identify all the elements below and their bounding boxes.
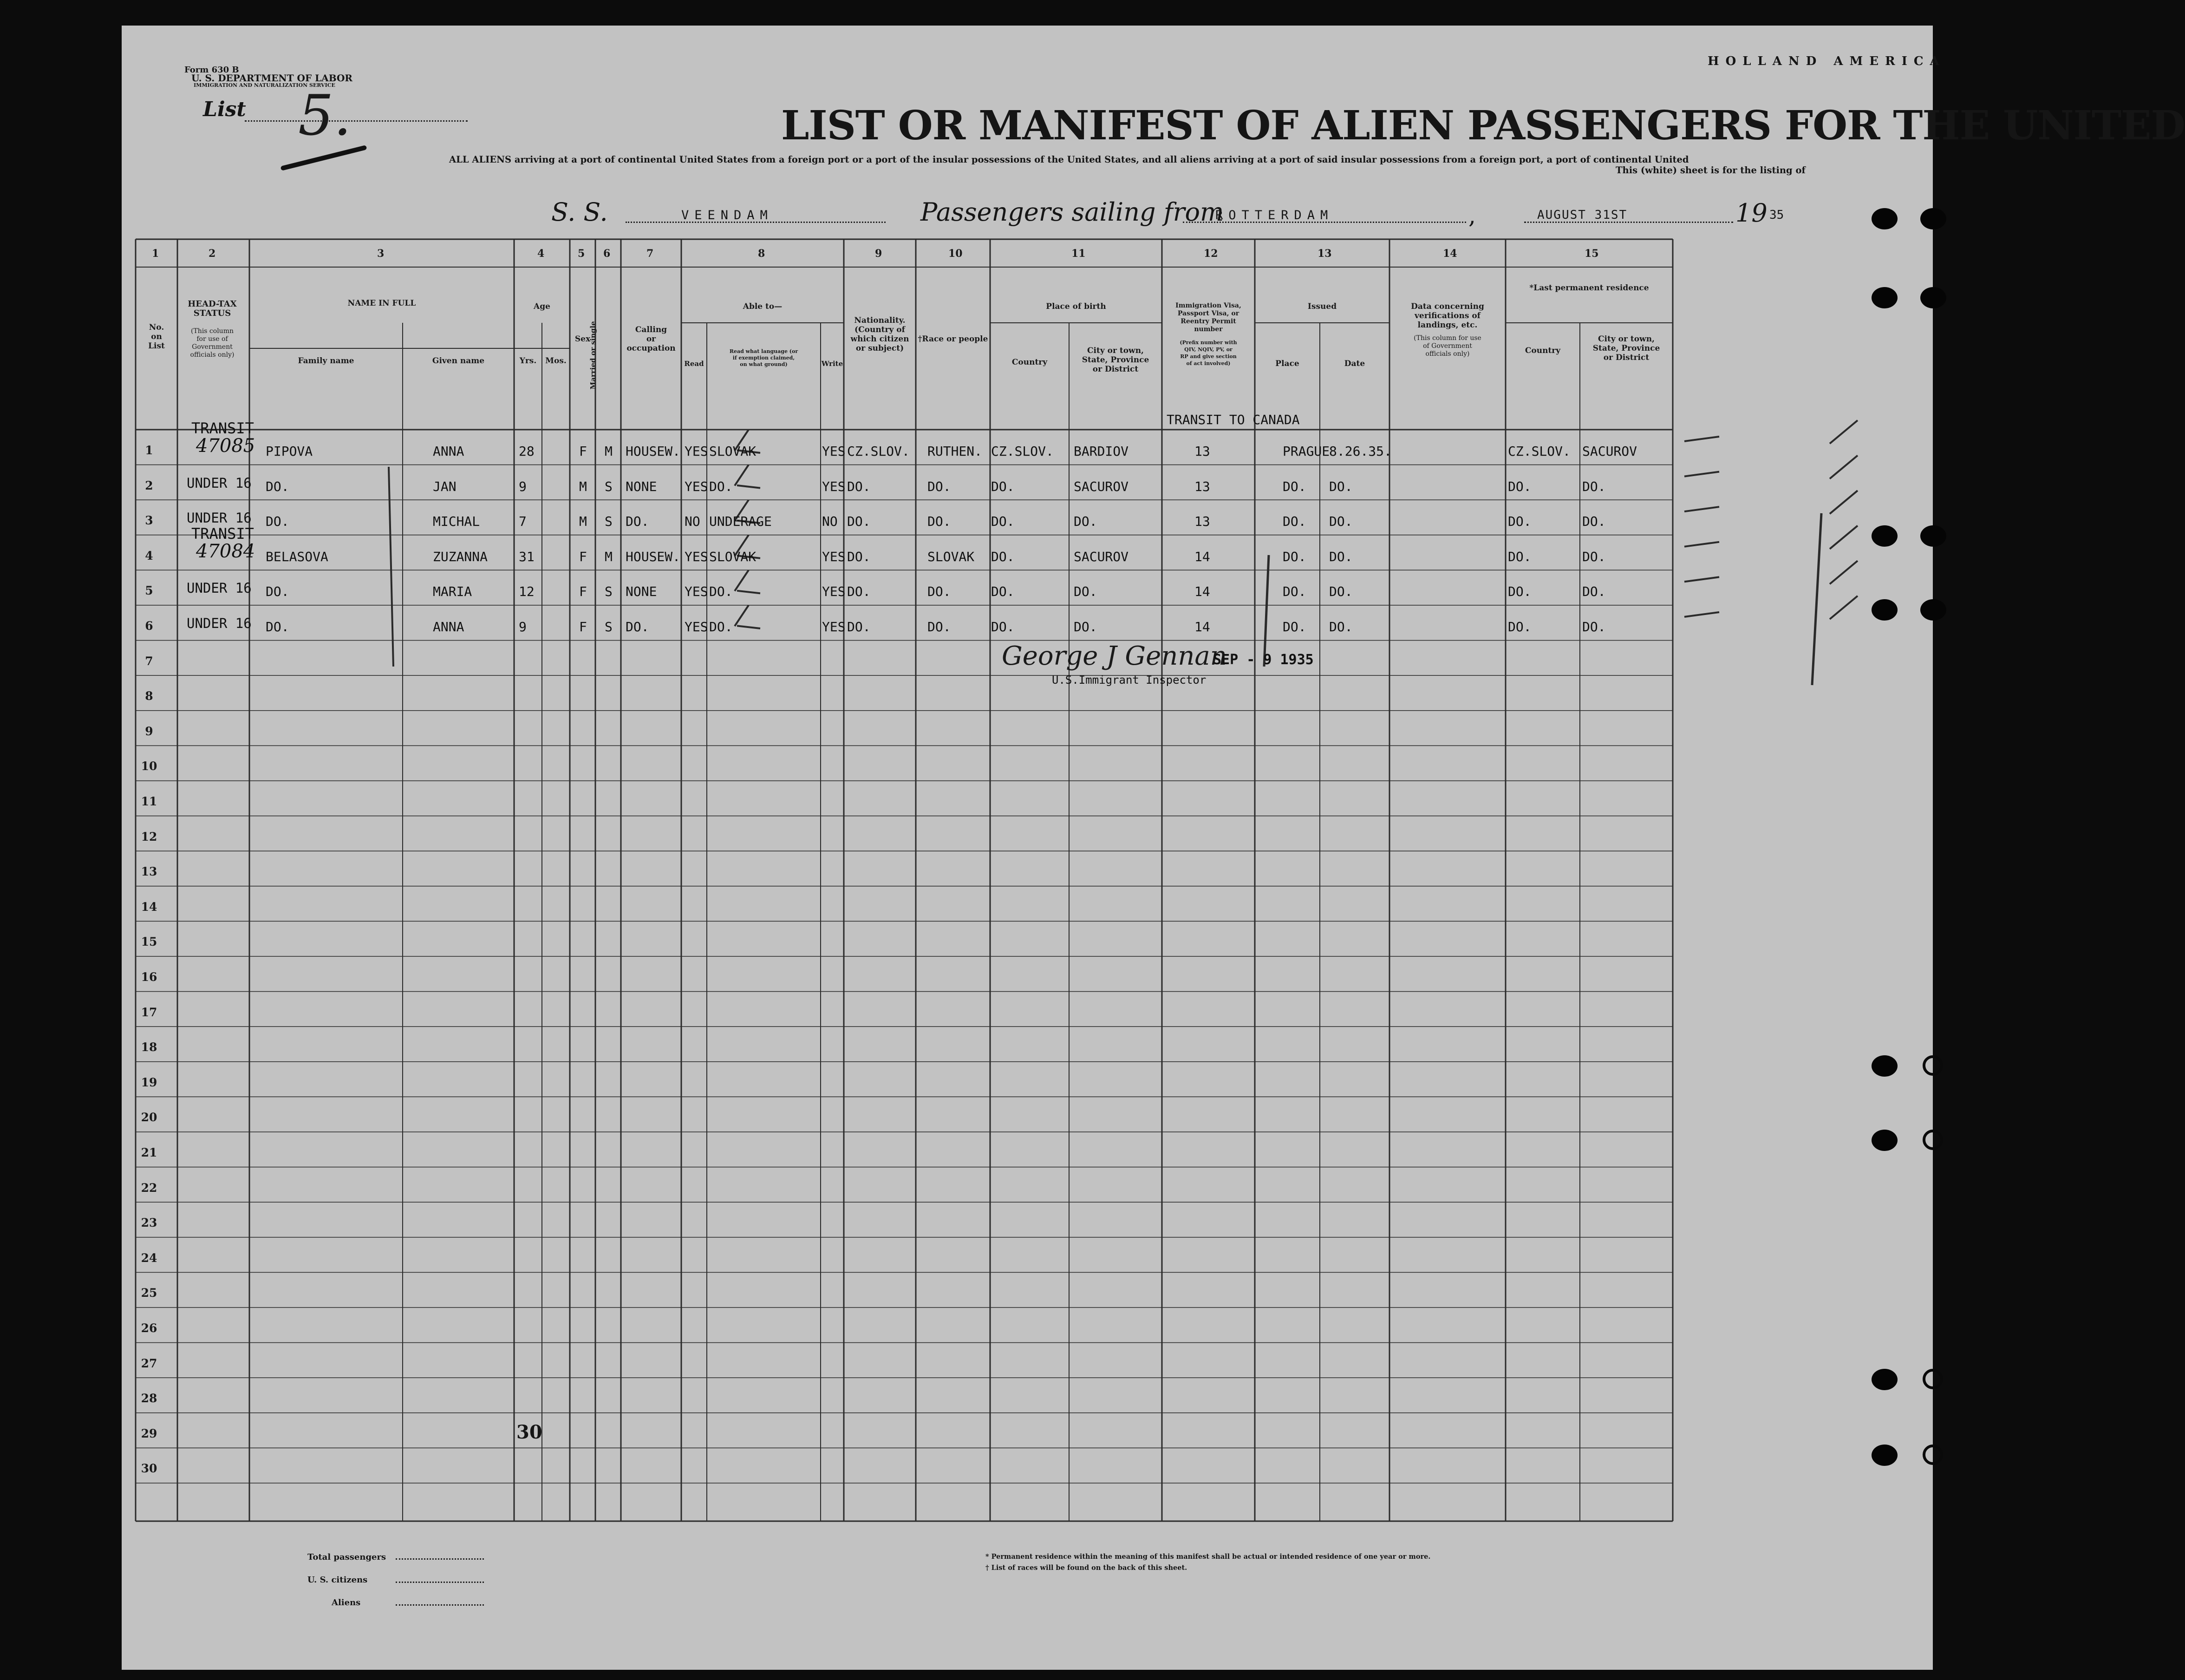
cell-issued-place: DO. <box>1283 584 1306 600</box>
punch-ring <box>1923 1130 1943 1150</box>
column-number: 11 <box>1071 248 1086 260</box>
column-number: 4 <box>537 248 545 260</box>
cell-issued-place: DO. <box>1283 514 1306 529</box>
cell-issued-place: DO. <box>1283 619 1306 634</box>
list-number-handwritten: 5. <box>298 84 352 148</box>
cell-married: S <box>605 478 613 494</box>
port-name: ROTTERDAM <box>1215 208 1334 222</box>
residence-tick-mark <box>1830 420 1858 444</box>
punch-hole <box>1872 599 1898 621</box>
landing-tick-mark <box>1684 472 1719 477</box>
cell-res-country: DO. <box>1508 549 1532 564</box>
cell-issued-date: DO. <box>1329 619 1353 634</box>
cell-given: ANNA <box>433 444 464 459</box>
header-calling: Calling or occupation <box>626 325 676 353</box>
row-number: 14 <box>141 900 157 914</box>
cell-yrs: 7 <box>519 514 527 529</box>
cell-language: DO. <box>709 619 733 634</box>
column-number: 1 <box>152 248 159 260</box>
cell-occupation: NONE <box>626 478 657 494</box>
column-number: 3 <box>377 248 385 260</box>
cell-birth-country: DO. <box>991 584 1015 600</box>
row-number: 1 <box>145 444 153 457</box>
row-number: 8 <box>145 689 153 703</box>
yrs-slash-mark <box>735 465 749 486</box>
cell-language: DO. <box>709 478 733 494</box>
cell-nationality: DO. <box>847 549 871 564</box>
header-landings-note: (This column for use of Government officials only) <box>1414 334 1481 358</box>
cell-visa: 14 <box>1194 584 1210 600</box>
manifest-subtitle-line2: This (white) sheet is for the listing of <box>1616 165 1806 176</box>
head-tax-number: 47084 <box>196 540 255 562</box>
header-issued-place: Place <box>1275 359 1299 368</box>
cell-issued-place: PRAGUE <box>1283 444 1330 459</box>
cell-issued-date: DO. <box>1329 514 1353 529</box>
cell-sex: F <box>579 549 587 564</box>
cell-write: YES <box>822 584 846 600</box>
column-number: 2 <box>209 248 216 260</box>
sailing-date: AUGUST 31ST <box>1537 208 1628 222</box>
footer-total-passengers: Total passengers <box>307 1552 386 1562</box>
punch-hole <box>1920 599 1946 621</box>
header-yrs: Yrs. <box>519 356 537 366</box>
cell-race: RUTHEN. <box>927 444 983 459</box>
residence-tick-mark <box>1830 456 1858 479</box>
cell-res-city: DO. <box>1582 549 1606 564</box>
landing-tick-mark <box>1684 577 1719 582</box>
row-number: 22 <box>141 1181 157 1195</box>
column-number: 8 <box>758 248 765 260</box>
cell-occupation: HOUSEW. <box>626 549 681 564</box>
row-number: 29 <box>141 1426 157 1440</box>
inspector-title: U.S.Immigrant Inspector <box>1052 673 1207 686</box>
cell-issued-date: DO. <box>1329 478 1353 494</box>
cell-given: MARIA <box>433 584 472 600</box>
footer-aliens-line <box>396 1604 484 1606</box>
header-last-residence: *Last permanent residence <box>1529 283 1649 293</box>
cell-birth-city: DO. <box>1074 514 1097 529</box>
punch-hole <box>1872 1055 1898 1077</box>
cell-read: YES <box>685 619 708 634</box>
cell-visa: 14 <box>1194 619 1210 634</box>
cell-read: YES <box>685 584 708 600</box>
cell-res-country: DO. <box>1508 478 1532 494</box>
cell-occupation: DO. <box>626 619 649 634</box>
cell-sex: F <box>579 619 587 634</box>
footer-aliens: Aliens <box>332 1598 361 1608</box>
cell-married: M <box>605 549 613 564</box>
cell-occupation: DO. <box>626 514 649 529</box>
row-number: 24 <box>141 1251 157 1265</box>
form-number: Form 630 B <box>184 65 239 75</box>
cell-write: NO <box>822 514 838 529</box>
manifest-sheet <box>122 26 2185 1670</box>
cell-race: SLOVAK <box>927 549 975 564</box>
header-given-name: Given name <box>432 356 485 366</box>
row-number: 30 <box>141 1462 157 1476</box>
ship-name: VEENDAM <box>681 208 773 222</box>
cell-language: SLOVAK <box>709 549 757 564</box>
cell-write: YES <box>822 478 846 494</box>
punch-hole <box>1872 1445 1898 1466</box>
cell-birth-city: SACUROV <box>1074 549 1129 564</box>
head-tax-status: UNDER 16 <box>187 475 252 491</box>
cell-res-city: DO. <box>1582 619 1606 634</box>
column-number: 12 <box>1204 248 1218 260</box>
row-number: 27 <box>141 1356 157 1370</box>
row-number: 10 <box>141 759 157 773</box>
head-tax-status: TRANSIT <box>191 524 254 543</box>
age-tick-mark <box>737 591 760 594</box>
row-number: 25 <box>141 1286 157 1300</box>
cell-language: SLOVAK <box>709 444 757 459</box>
header-issued-date: Date <box>1344 359 1365 368</box>
cell-yrs: 28 <box>519 444 535 459</box>
cell-res-country: DO. <box>1508 584 1532 600</box>
header-res-city: City or town, State, Province or District <box>1592 334 1660 362</box>
cell-res-city: DO. <box>1582 514 1606 529</box>
header-race: †Race or people <box>918 334 988 344</box>
head-tax-number: 47085 <box>196 435 255 457</box>
punch-hole <box>1872 208 1898 229</box>
cell-race: DO. <box>927 584 951 600</box>
cell-occupation: HOUSEW. <box>626 444 681 459</box>
manifest-title: LIST OR MANIFEST OF ALIEN PASSENGERS FOR THE UNITED <box>781 102 2185 149</box>
cell-language: UNDERAGE <box>709 514 772 529</box>
cell-write: YES <box>822 619 846 634</box>
column-number: 10 <box>948 248 963 260</box>
row-number: 5 <box>145 584 153 598</box>
row-number: 4 <box>145 549 153 562</box>
residence-tick-mark <box>1830 596 1858 619</box>
cell-nationality: DO. <box>847 478 871 494</box>
landing-tick-mark <box>1684 437 1719 441</box>
row-number: 12 <box>141 830 157 843</box>
count-stamp: 30 <box>516 1421 542 1443</box>
row-number: 11 <box>141 795 157 808</box>
header-no-on-list: No. on List <box>148 323 165 351</box>
row-number: 28 <box>141 1392 157 1405</box>
footer-note-residence: * Permanent residence within the meaning of this manifest shall be actual or intended residence of one year or more. <box>985 1553 1431 1561</box>
footer-citizens-line <box>396 1582 484 1583</box>
cell-res-country: DO. <box>1508 514 1532 529</box>
cell-occupation: NONE <box>626 584 657 600</box>
cell-birth-city: DO. <box>1074 584 1097 600</box>
punch-hole <box>1872 1369 1898 1390</box>
cell-given: JAN <box>433 478 457 494</box>
cell-given: ZUZANNA <box>433 549 488 564</box>
header-able-to: Able to— <box>743 302 783 311</box>
punch-hole <box>1872 1130 1898 1151</box>
cell-race: DO. <box>927 514 951 529</box>
cell-family: BELASOVA <box>266 549 328 564</box>
punch-hole <box>1920 287 1946 308</box>
header-visa-note: (Prefix number with QIV, NQIV, PV, or RP and give section of act involved) <box>1180 340 1237 366</box>
header-birth-country: Country <box>1011 358 1048 367</box>
birth-bracket <box>1264 555 1269 667</box>
cell-yrs: 9 <box>519 478 527 494</box>
cell-birth-city: SACUROV <box>1074 478 1129 494</box>
header-res-country: Country <box>1525 346 1561 355</box>
cell-issued-date: DO. <box>1329 584 1353 600</box>
cell-sex: M <box>579 514 587 529</box>
year-suffix: 35 <box>1769 208 1784 222</box>
row-number: 2 <box>145 478 153 492</box>
comma-mark: , <box>1468 202 1476 229</box>
residence-bracket <box>1812 513 1821 685</box>
age-tick-mark <box>737 626 760 628</box>
row-number: 3 <box>145 514 153 528</box>
header-sex: Sex <box>574 334 591 344</box>
cell-birth-country: DO. <box>991 619 1015 634</box>
row-number: 18 <box>141 1040 157 1054</box>
cell-visa: 14 <box>1194 549 1210 564</box>
list-number-line <box>245 120 468 122</box>
cell-language: DO. <box>709 584 733 600</box>
cell-birth-country: CZ.SLOV. <box>991 444 1054 459</box>
header-read: Read <box>684 360 704 368</box>
yrs-slash-mark <box>735 605 749 626</box>
header-married-or-single: Married or single <box>589 321 597 390</box>
row-number: 16 <box>141 970 157 984</box>
cell-yrs: 12 <box>519 584 535 600</box>
cell-issued-date: DO. <box>1329 549 1353 564</box>
cell-family: PIPOVA <box>266 444 313 459</box>
column-number: 7 <box>646 248 654 260</box>
cell-birth-country: DO. <box>991 549 1015 564</box>
head-tax-status: UNDER 16 <box>187 580 252 596</box>
cell-birth-city: BARDIOV <box>1074 444 1129 459</box>
cell-yrs: 31 <box>519 549 535 564</box>
cell-issued-place: DO. <box>1283 478 1306 494</box>
manifest-subtitle-line1: ALL ALIENS arriving at a port of continental United States from a foreign port or a port of the insular possessions of the United States, and all aliens arriving at a port of said insular possessions from a foreign port, a port of continental United <box>449 154 1689 165</box>
row-number: 13 <box>141 865 157 879</box>
cell-family: DO. <box>266 584 289 600</box>
row-number: 15 <box>141 935 157 949</box>
punch-hole <box>1920 208 1946 229</box>
residence-tick-mark <box>1830 561 1858 584</box>
row-number: 26 <box>141 1321 157 1335</box>
cell-birth-city: DO. <box>1074 619 1097 634</box>
column-number: 5 <box>578 248 585 260</box>
head-tax-status: UNDER 16 <box>187 615 252 631</box>
cell-sex: M <box>579 478 587 494</box>
punch-hole <box>1920 525 1946 547</box>
cell-yrs: 9 <box>519 619 527 634</box>
family-bracket <box>389 467 393 667</box>
header-place-of-birth: Place of birth <box>1046 302 1106 311</box>
cell-read: YES <box>685 478 708 494</box>
cell-visa: 13 <box>1194 514 1210 529</box>
column-number: 6 <box>603 248 611 260</box>
cell-res-country: DO. <box>1508 619 1532 634</box>
head-tax-status: TRANSIT <box>191 419 254 437</box>
cell-married: M <box>605 444 613 459</box>
column-number: 13 <box>1318 248 1332 260</box>
cell-visa: 13 <box>1194 444 1210 459</box>
cell-married: S <box>605 514 613 529</box>
transit-note: TRANSIT TO CANADA <box>1167 412 1300 427</box>
inspector-signature: George J Gennan <box>1002 641 1227 671</box>
cell-res-city: SACUROV <box>1582 444 1637 459</box>
cell-nationality: DO. <box>847 619 871 634</box>
row-number: 6 <box>145 619 153 633</box>
cell-sex: F <box>579 584 587 600</box>
header-nationality: Nationality. (Country of which citizen or subject) <box>850 316 909 353</box>
year-prefix: 19 <box>1735 198 1768 228</box>
cell-given: MICHAL <box>433 514 480 529</box>
punch-ring <box>1923 1445 1943 1465</box>
cell-read: YES <box>685 549 708 564</box>
cell-race: DO. <box>927 619 951 634</box>
ship-prefix: S. S. <box>551 197 608 227</box>
cell-given: ANNA <box>433 619 464 634</box>
punch-hole <box>1872 525 1898 547</box>
punch-ring <box>1923 1055 1943 1076</box>
department-name: U. S. DEPARTMENT OF LABOR <box>191 72 353 84</box>
row-number: 23 <box>141 1216 157 1230</box>
header-landings: Data concerning verifications of landings, etc. <box>1411 302 1484 330</box>
cell-family: DO. <box>266 514 289 529</box>
header-visa: Immigration Visa, Passport Visa, or Reentry Permit number <box>1175 302 1241 333</box>
line-brand: HOLLAND AMERICA <box>1708 54 1946 68</box>
row-number: 20 <box>141 1111 157 1124</box>
cell-married: S <box>605 584 613 600</box>
cell-read: YES <box>685 444 708 459</box>
list-label: List <box>203 98 246 121</box>
header-write: Write <box>821 360 843 368</box>
cell-res-city: DO. <box>1582 478 1606 494</box>
column-number: 9 <box>875 248 882 260</box>
header-family-name: Family name <box>298 356 354 366</box>
cell-nationality: CZ.SLOV. <box>847 444 910 459</box>
bureau-name: IMMIGRATION AND NATURALIZATION SERVICE <box>194 82 335 88</box>
cell-write: YES <box>822 444 846 459</box>
header-birth-city: City or town, State, Province or District <box>1082 346 1149 374</box>
cell-family: DO. <box>266 478 289 494</box>
punch-ring <box>1923 1369 1943 1389</box>
cell-nationality: DO. <box>847 514 871 529</box>
cell-write: YES <box>822 549 846 564</box>
row-number: 7 <box>145 654 153 668</box>
footer-note-races: † List of races will be found on the back of this sheet. <box>985 1564 1187 1572</box>
footer-total-line <box>396 1558 484 1560</box>
residence-tick-mark <box>1830 490 1858 514</box>
landing-tick-mark <box>1684 612 1719 617</box>
cell-race: DO. <box>927 478 951 494</box>
header-age: Age <box>534 302 550 311</box>
cell-birth-country: DO. <box>991 514 1015 529</box>
inspection-stamp-date: SEP - 9 1935 <box>1213 652 1314 668</box>
cell-res-city: DO. <box>1582 584 1606 600</box>
header-mos: Mos. <box>545 356 567 366</box>
cell-issued-place: DO. <box>1283 549 1306 564</box>
residence-tick-mark <box>1830 526 1858 549</box>
header-read-language: Read what language (or if exemption claimed, on what ground) <box>729 348 798 367</box>
header-head-tax: HEAD-TAX STATUS <box>188 299 237 318</box>
row-number: 17 <box>141 1005 157 1019</box>
cell-issued-date: 8.26.35. <box>1329 444 1392 459</box>
header-name-in-full: NAME IN FULL <box>347 299 416 308</box>
table-grid <box>122 26 1933 1670</box>
age-tick-mark <box>737 485 760 488</box>
footer-us-citizens: U. S. citizens <box>307 1575 368 1585</box>
yrs-slash-mark <box>735 570 749 591</box>
cell-read: NO <box>685 514 700 529</box>
punch-hole <box>1872 287 1898 308</box>
header-issued: Issued <box>1307 302 1337 311</box>
head-tax-status: UNDER 16 <box>187 510 252 526</box>
cell-family: DO. <box>266 619 289 634</box>
row-number: 21 <box>141 1146 157 1159</box>
cell-sex: F <box>579 444 587 459</box>
cell-visa: 13 <box>1194 478 1210 494</box>
cell-nationality: DO. <box>847 584 871 600</box>
row-number: 19 <box>141 1075 157 1089</box>
column-number: 15 <box>1585 248 1599 260</box>
row-number: 9 <box>145 724 153 738</box>
header-head-tax-note: (This column for use of Government officials only) <box>190 327 235 359</box>
cell-res-country: CZ.SLOV. <box>1508 444 1571 459</box>
cell-birth-country: DO. <box>991 478 1015 494</box>
landing-tick-mark <box>1684 542 1719 547</box>
sailing-label: Passengers sailing from <box>920 197 1224 227</box>
column-number: 14 <box>1443 248 1457 260</box>
landing-tick-mark <box>1684 507 1719 511</box>
cell-married: S <box>605 619 613 634</box>
